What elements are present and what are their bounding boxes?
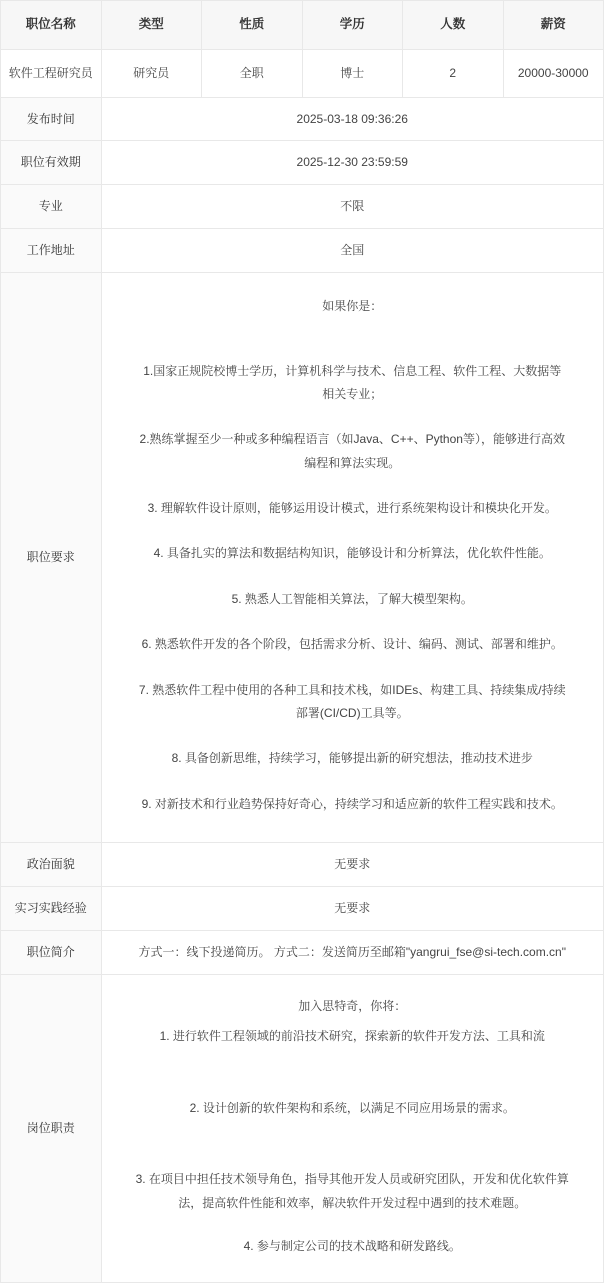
requirements-block: [108, 283, 598, 832]
cell-nature: 全职: [202, 49, 303, 97]
table-row-requirements: [1, 272, 604, 842]
requirement-item: 5. 熟悉人工智能相关算法，了解大模型架构。: [231, 591, 473, 606]
row-value-major: 不限: [101, 185, 604, 229]
cell-type: 研究员: [101, 49, 202, 97]
row-value-requirements: [101, 272, 604, 842]
table-row: [1, 843, 604, 887]
row-label-work-location: 工作地址: [1, 228, 102, 272]
requirement-item: 9. 对新技术和行业趋势保持好奇心，持续学习和适应新的软件工程实践和技术。: [141, 796, 563, 811]
table-row: [1, 228, 604, 272]
table-row: [1, 887, 604, 931]
row-value-publish-time: 2025-03-18 09:36:26: [101, 97, 604, 141]
requirement-item: 7. 熟悉软件工程中使用的各种工具和技术栈，如IDEs、构建工具、持续集成/持续部署(CI/CD)工具等。: [138, 682, 566, 721]
table-row: [1, 49, 604, 97]
row-label-major: 专业: [1, 185, 102, 229]
row-value-work-location: 全国: [101, 228, 604, 272]
requirement-item: 2.熟练掌握至少一种或多种编程语言（如Java、C++、Python等），能够进行高效编程和算法实现。: [139, 432, 565, 470]
column-header-salary: 薪资: [503, 1, 604, 50]
row-label-requirements: 职位要求: [1, 272, 102, 842]
table-row: [1, 141, 604, 185]
row-value-valid-until: 2025-12-30 23:59:59: [101, 141, 604, 185]
row-label-publish-time: 发布时间: [1, 97, 102, 141]
table-row-duties: [1, 974, 604, 1283]
duties-intro: 加入思特奇，你将：: [298, 998, 407, 1013]
duties-block: [108, 985, 598, 1273]
table-header-row: [1, 1, 604, 50]
row-value-duties: [101, 974, 604, 1283]
cell-education: 博士: [302, 49, 403, 97]
requirement-item: 1.国家正规院校博士学历，计算机科学与技术、信息工程、软件工程、大数据等相关专业；: [143, 363, 562, 401]
cell-job-name: 软件工程研究员: [1, 49, 102, 97]
row-value-political-status: 无要求: [101, 843, 604, 887]
row-value-job-intro: 方式一：线下投递简历。 方式二：发送简历至邮箱"yangrui_fse@si-tech.com.cn": [101, 930, 604, 974]
column-header-job-name: 职位名称: [1, 1, 102, 50]
cell-salary: 20000-30000: [503, 49, 604, 97]
row-value-internship-experience: 无要求: [101, 887, 604, 931]
row-label-job-intro: 职位简介: [1, 930, 102, 974]
duty-item: 1. 进行软件工程领域的前沿技术研究，探索新的软件开发方法、工具和流: [159, 1029, 545, 1044]
row-label-political-status: 政治面貌: [1, 843, 102, 887]
requirement-item: 6. 熟悉软件开发的各个阶段，包括需求分析、设计、编码、测试、部署和维护。: [141, 637, 563, 652]
column-header-education: 学历: [302, 1, 403, 50]
table-row: [1, 930, 604, 974]
column-header-nature: 性质: [202, 1, 303, 50]
duty-item: 2. 设计创新的软件架构和系统，以满足不同应用场景的需求。: [189, 1100, 515, 1115]
requirements-intro: 如果你是：: [322, 298, 383, 313]
row-label-valid-until: 职位有效期: [1, 141, 102, 185]
requirement-item: 4. 具备扎实的算法和数据结构知识，能够设计和分析算法，优化软件性能。: [153, 546, 551, 561]
row-label-internship-experience: 实习实践经验: [1, 887, 102, 931]
duty-item: 4. 参与制定公司的技术战略和研发路线。: [243, 1238, 461, 1253]
cell-headcount: 2: [403, 49, 504, 97]
table-row: [1, 185, 604, 229]
row-label-duties: 岗位职责: [1, 974, 102, 1283]
column-header-type: 类型: [101, 1, 202, 50]
column-header-headcount: 人数: [403, 1, 504, 50]
duty-item: 3. 在项目中担任技术领导角色，指导其他开发人员或研究团队，开发和优化软件算法，提高软件性能和效率，解决软件开发过程中遇到的技术难题。: [135, 1172, 569, 1210]
requirement-item: 8. 具备创新思维，持续学习，能够提出新的研究想法，推动技术进步: [171, 751, 533, 766]
table-row: [1, 97, 604, 141]
requirement-item: 3. 理解软件设计原则，能够运用设计模式，进行系统架构设计和模块化开发。: [147, 501, 557, 516]
